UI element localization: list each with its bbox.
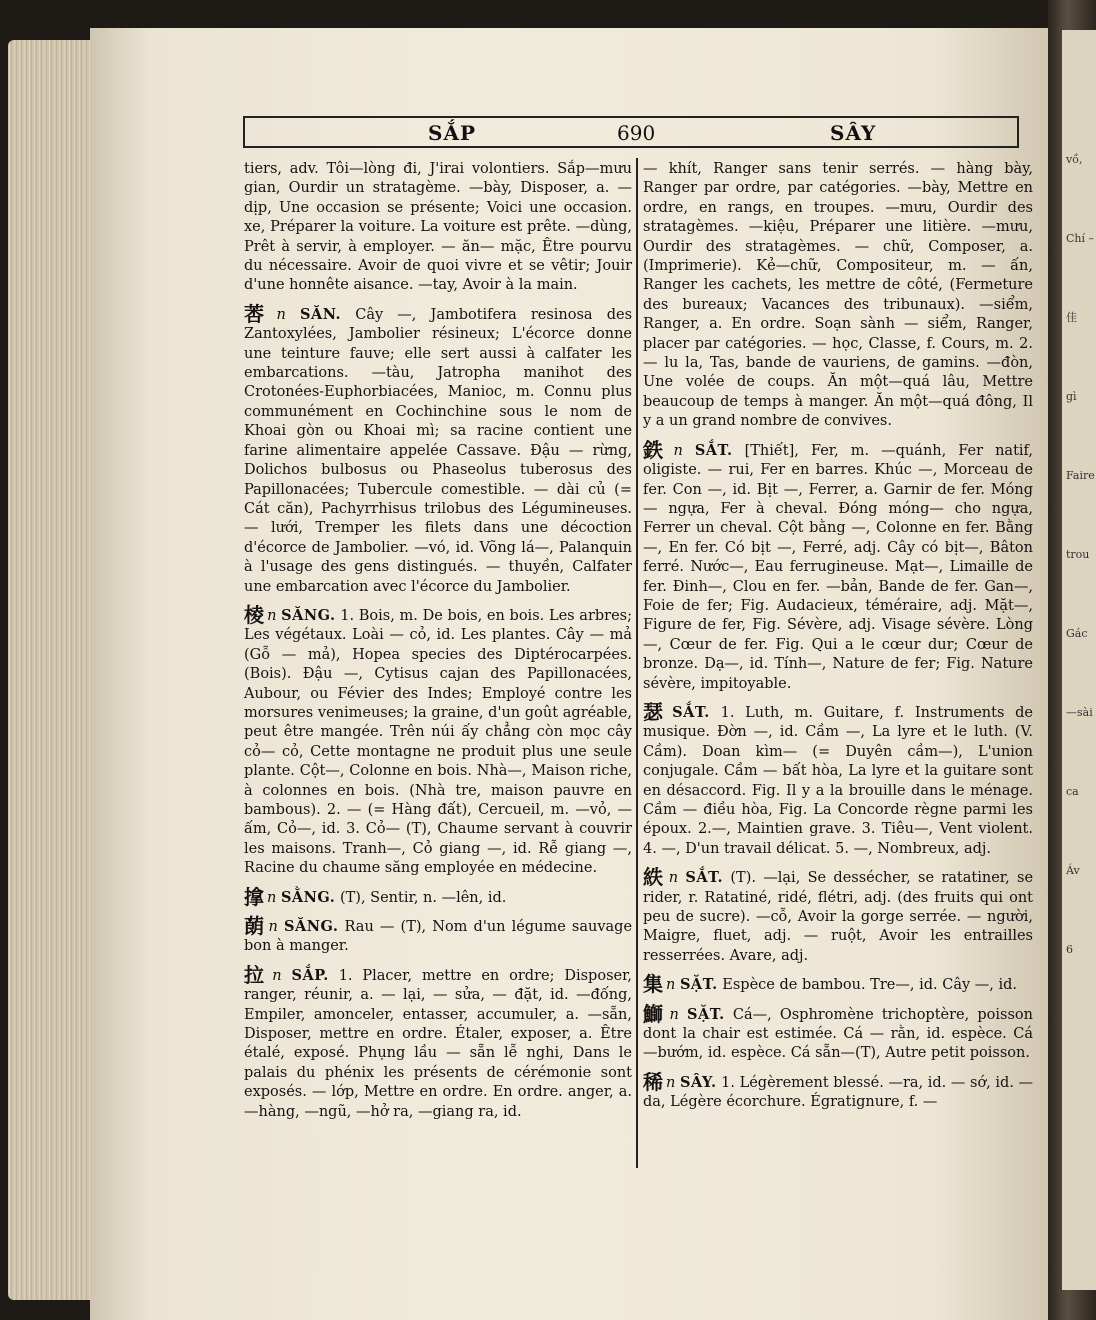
next-page-fragment: ca [1066, 785, 1079, 798]
entry-headword: SẮT. [685, 869, 724, 887]
entry-text: 1. Bois, m. De bois, en bois. Les arbres; Les végétaux. Loài — cỏ, id. Les plantes. Cây — mả (Gỗ — mả), Hopea species des Diptérocarpées. (Bois). Đậu —, Cytisus cajan des Papillonacées, Aubour, ou Févier des Indes; Employé contre les morsures venimeuses; la graine, d'un goût agréable, peut être mangée. Trên núi ấy chẳng còn mọc cây cỏ— cỏ, Cette montagne ne produit plus une seule plante. Cột—, Colonne en bois. Nhà—, Maison riche, à colonnes en bois. (Nhà tre, maison pauvre en bambous). 2. — (= Hàng đất), Cercueil, m. —vỏ, —ấm, Cỏ—, id. 3. Cỏ— (T), Chaume servant à couvrir les maisons. Tranh—, Cỏ giang —, id. Rễ giang —, Racine du chaume săng employée en médecine. [244, 607, 632, 877]
entry-hanzi: 集 [643, 972, 663, 997]
left-column [244, 160, 632, 1131]
next-page-fragment: gì [1066, 390, 1077, 403]
entry-headword: SẶT. [687, 1005, 725, 1023]
entry-pos: n [673, 442, 683, 459]
dictionary-entry [244, 602, 632, 879]
dictionary-entry [643, 865, 1034, 966]
entry-hanzi: 莕 [244, 301, 274, 326]
entry-hanzi: 拉 [244, 962, 270, 987]
next-page-fragment: 6 [1066, 943, 1073, 956]
page-header [243, 116, 1019, 148]
entry-hanzi: 鰤 [643, 1001, 667, 1026]
entry-headword: SĂNG. [281, 606, 336, 624]
entry-pos: n [666, 977, 676, 994]
entry-hanzi: 紩 [643, 865, 666, 890]
next-page-fragment: vồ, [1066, 153, 1083, 166]
entry-text: Rau — (T), Nom d'un légume sauvage bon à manger. [244, 919, 633, 955]
next-page-edge [1062, 30, 1096, 1290]
dictionary-entry [244, 160, 632, 296]
entry-pos: n [668, 870, 679, 887]
entry-headword: SĂN. [299, 305, 342, 323]
entry-text: Espèce de bambou. Tre—, id. Cây —, id. [722, 977, 1018, 994]
header-right-word: SÂY [830, 121, 877, 145]
entry-pos: n [272, 967, 282, 984]
dictionary-entry [244, 301, 633, 597]
entry-headword: SẮT. [672, 703, 710, 721]
dictionary-entry [643, 160, 1033, 432]
next-page-fragment: Áv [1066, 864, 1080, 877]
dictionary-entry [643, 437, 1034, 694]
entry-text: 1. Placer, mettre en ordre; Disposer, ranger, réunir, a. — lại, — sửa, — đặt, id. —đống, Empiler, amonceler, entasser, accumuler, a. —sẵn, Disposer, mettre en ordre. Étaler, exposer, a. Être étalé, exposé. Phụng lầu — sẵn lễ nghi, Dans le palais du phénix les présents de cérémonie sont exposés. — lớp, Mettre en ordre. En ordre. anger, a. —hàng, —ngũ, —hở ra, —giang ra, id. [244, 967, 633, 1120]
next-page-fragment: —sài [1066, 706, 1093, 719]
dictionary-entry [244, 884, 632, 909]
entry-headword: SẮP. [291, 966, 329, 984]
dictionary-entry [643, 972, 1033, 997]
dictionary-entry [643, 699, 1034, 859]
entry-headword: SĂNG. [284, 918, 339, 936]
entry-text: tiers, adv. Tôi—lòng đi, J'irai volontiers. Sắp—mưu gian, Ourdir un stratagème. —bày, Disposer, a. —dịp, Une occasion se présente; Voici une occasion. xe, Préparer la voiture. La voiture est prête. —dùng, Prêt à servir, à employer. — ăn— mặc, Être pourvu du nécessaire. Avoir de quoi vivre et se vêtir; Jouir d'une honnête aisance. —tay, Avoir à la main. [244, 161, 632, 294]
entry-pos: n [267, 607, 277, 624]
header-left-word: SẮP [428, 121, 476, 145]
next-page-fragment: Gác [1066, 627, 1088, 640]
entry-hanzi: 棱 [244, 602, 265, 627]
entry-headword: SẶT. [679, 976, 718, 994]
next-page-fragment: 佳 [1066, 311, 1077, 324]
page-number: 690 [617, 121, 656, 145]
entry-text: 1. Luth, m. Guitare, f. Instruments de musique. Đờn —, id. Cầm —, La lyre et le luth. (V. Cầm). Doan kìm— (= Duyên cầm—), L'union conjugale. Cầm — bất hòa, La lyre et la guitare sont en désaccord. Fig. Il y a la brouille dans le ménage. Cầm — điều hòa, Fig. La Concorde règne parmi les époux. 2.—, Maintien grave. 3. Tiêu—, Vent violent. 4. —, D'un travail délicat. 5. —, Nombreux, adj. [643, 704, 1034, 857]
entry-text: Cây —, Jambotifera resinosa des Zantoxylées, Jambolier résineux; L'écorce donne une teinture fauve; elle sert aussi à calfater les embarcations. —tàu, Jatropha manihot des Crotonées-Euphorbiacées, Manioc, m. Connu plus communément en Cochinchine sous le nom de Khoai gòn ou Khoai mì; sa racine contient une farine alimentaire appelée Cassave. Đậu — rừng, Dolichos bulbosus ou Phaseolus tuberosus des Papillonacées; Tubercule comestible. — dài củ (= Cát căn), Pachyrrhisus trilobus des Légumineuses. — lưới, Tremper les filets dans une décoction d'écorce de Jambolier. —vó, id. Võng lá—, Palanquin à l'usage des gens distingués. — thuyền, Calfater une embarcation avec l'écorce du Jambolier. [244, 306, 633, 595]
dictionary-entry [643, 1001, 1033, 1064]
entry-text: 1. Légèrement blessé. —ra, id. — sớ, id. — da, Légère écorchure. Égratignure, f. — [643, 1074, 1034, 1111]
next-page-fragment: Faire [1066, 469, 1095, 482]
entry-headword: SẮT. [694, 441, 733, 459]
next-page-fragment: trou [1066, 548, 1090, 561]
right-column [643, 160, 1033, 1122]
entry-pos: n [669, 1006, 679, 1023]
next-page-fragment: Chí – [1066, 232, 1095, 245]
entry-text: Cá—, Osphromène trichoptère, poisson dont la chair est estimée. Cá — rằn, id. espèce. Cá —bướm, id. espèce. Cá sẵn—(T), Autre petit poisson. [643, 1006, 1033, 1062]
entry-hanzi: 鉄 [643, 437, 671, 462]
entry-hanzi: 𢲡 [244, 884, 264, 909]
entry-hanzi: 瑟 [643, 699, 670, 724]
entry-text: [Thiết], Fer, m. —quánh, Fer natif, oligiste. — rui, Fer en barres. Khúc —, Morceau de fer. Con —, id. Bịt —, Ferrer, a. Garnir de fer. Móng — ngựa, Fer à cheval. Đóng móng— cho ngựa, Ferrer un cheval. Cột bằng —, Colonne en fer. Bằng —, En fer. Có bịt —, Ferré, adj. Cây có bịt—, Bâton ferré. Nước—, Eau ferrugineuse. Mạt—, Limaille de fer. Đinh—, Clou en fer. —bản, Bande de fer. Gan—, Foie de fer; Fig. Audacieux, téméraire, adj. Mặt—, Figure de fer, Fig. Sévère, adj. Visage sévère. Lòng—, Cœur de fer. Fig. Qui a le cœur dur; Cœur de bronze. Dạ—, id. Tính—, Nature de fer; Fig. Nature sévère, impitoyable. [643, 442, 1034, 692]
entry-hanzi: 蓢 [244, 914, 266, 939]
entry-pos: n [666, 1074, 676, 1091]
entry-text: (T). —lại, Se dessécher, se ratatiner, se rider, r. Ratatiné, ridé, flétri, adj. (des fruits qui ont peu de sucre). —cỗ, Avoir la gorge serrée. — người, Maigre, fluet, adj. — ruột, Avoir les entrailles resserrées. Avare, adj. [643, 870, 1034, 964]
dictionary-entry [244, 962, 633, 1122]
entry-headword: SẰNG. [280, 888, 336, 906]
entry-pos: n [268, 919, 278, 936]
dictionary-entry [643, 1069, 1034, 1113]
entry-pos: n [267, 889, 277, 906]
entry-text: — khít, Ranger sans tenir serrés. — hàng bày, Ranger par ordre, par catégories. —bày, Mettre en ordre, en rangs, en troupes. —mưu, Ourdir des stratagèmes. —kiệu, Préparer une litière. —mưu, Ourdir des stratagèmes. — chữ, Composer, a. (Imprimerie). Kẻ—chữ, Compositeur, m. — ấn, Ranger les cachets, les mettre de côté, (Fermeture des bureaux; Vacances des tribunaux). —siểm, Ranger, a. En ordre. Soạn sành — siểm, Ranger, placer par catégories. — học, Classe, f. Cours, m. 2. — lu la, Tas, bande de vauriens, de gamins. —đòn, Une volée de coups. Ăn một—quá lâu, Mettre beaucoup de temps à manger. Ăn một—quá đông, Il y a un grand nombre de convives. [643, 161, 1033, 430]
entry-text: (T), Sentir, n. —lên, id. [339, 889, 507, 906]
entry-headword: SÂY. [679, 1073, 717, 1091]
dictionary-entry [244, 914, 633, 957]
entry-hanzi: 稀 [643, 1069, 664, 1094]
column-divider [636, 158, 638, 1168]
entry-pos: n [276, 306, 286, 323]
